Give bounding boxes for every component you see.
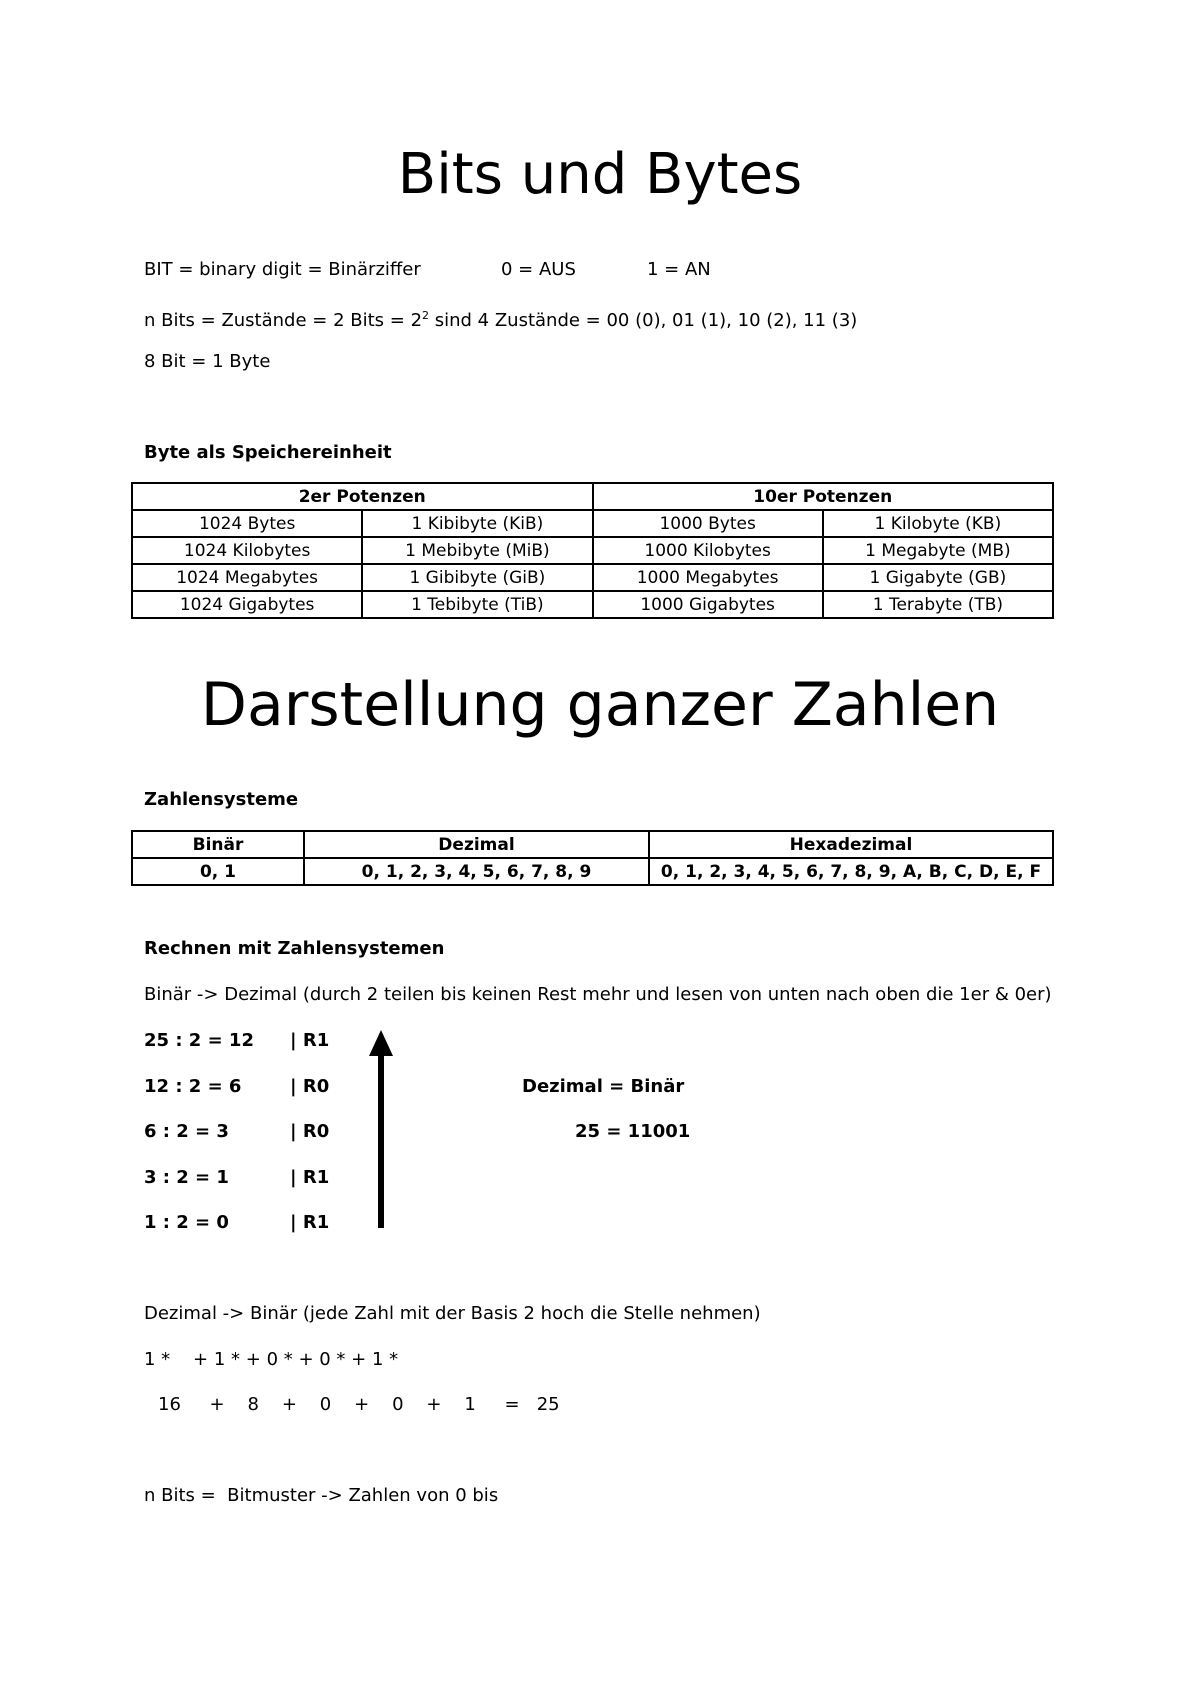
states-rest: sind 4 Zustände = 00 (0), 01 (1), 10 (2), 11 (3) — [429, 310, 858, 331]
table-cell: 0, 1 — [132, 858, 304, 885]
storage-table — [131, 482, 1054, 619]
division-step: 25 : 2 = 12 — [144, 1030, 254, 1051]
header-hexadezimal: Hexadezimal — [649, 831, 1053, 858]
page-title: Bits und Bytes — [397, 142, 803, 207]
table-cell: 1 Gibibyte (GiB) — [362, 564, 592, 591]
sum-line: 16 + 8 + 0 + 0 + 1 = 25 — [158, 1394, 560, 1415]
table-cell: 1 Mebibyte (MiB) — [362, 537, 592, 564]
systems-heading: Zahlensysteme — [144, 789, 299, 810]
bit-definition: BIT = binary digit = Binärziffer — [144, 259, 421, 280]
header-dezimal: Dezimal — [304, 831, 649, 858]
table-cell: 0, 1, 2, 3, 4, 5, 6, 7, 8, 9, A, B, C, D, E, F — [649, 858, 1053, 885]
table-row — [132, 537, 1053, 564]
bit-an: 1 = AN — [647, 259, 711, 280]
table-cell: 1 Tebibyte (TiB) — [362, 591, 592, 618]
storage-heading: Byte als Speichereinheit — [144, 442, 392, 463]
table-header-row — [132, 483, 1053, 510]
table-cell: 1000 Gigabytes — [593, 591, 823, 618]
table-row — [132, 510, 1053, 537]
table-cell: 1024 Bytes — [132, 510, 362, 537]
bin-to-dec-line: Binär -> Dezimal (durch 2 teilen bis keinen Rest mehr und lesen von unten nach oben die 1er & 0er) — [144, 984, 1052, 1005]
table-row — [132, 564, 1053, 591]
table-header-row — [132, 831, 1053, 858]
dec-to-bin-line: Dezimal -> Binär (jede Zahl mit der Basis 2 hoch die Stelle nehmen) — [144, 1303, 761, 1324]
table-cell: 1 Gigabyte (GB) — [823, 564, 1053, 591]
division-remainder: | R0 — [290, 1121, 330, 1142]
result-label: Dezimal = Binär — [522, 1076, 685, 1097]
bit-aus: 0 = AUS — [501, 259, 576, 280]
table-cell: 1 Terabyte (TB) — [823, 591, 1053, 618]
power-line: 1 * + 1 * + 0 * + 0 * + 1 * — [144, 1349, 399, 1370]
table-cell: 1000 Bytes — [593, 510, 823, 537]
division-step: 12 : 2 = 6 — [144, 1076, 242, 1097]
table-row — [132, 591, 1053, 618]
table-cell: 1024 Kilobytes — [132, 537, 362, 564]
table-cell: 1024 Megabytes — [132, 564, 362, 591]
table-cell: 0, 1, 2, 3, 4, 5, 6, 7, 8, 9 — [304, 858, 649, 885]
table-cell: 1 Megabyte (MB) — [823, 537, 1053, 564]
division-remainder: | R1 — [290, 1167, 330, 1188]
section-title: Darstellung ganzer Zahlen — [200, 670, 1000, 740]
table-row — [132, 858, 1053, 885]
calc-heading: Rechnen mit Zahlensystemen — [144, 938, 445, 959]
states-prefix: n Bits = Zustände = 2 Bits = 2 — [144, 310, 423, 331]
division-step: 6 : 2 = 3 — [144, 1121, 229, 1142]
header-10er: 10er Potenzen — [593, 483, 1054, 510]
header-binaer: Binär — [132, 831, 304, 858]
systems-table — [131, 830, 1054, 886]
division-step: 1 : 2 = 0 — [144, 1212, 229, 1233]
division-step: 3 : 2 = 1 — [144, 1167, 229, 1188]
states-sup: 2 — [422, 309, 430, 322]
division-remainder: | R1 — [290, 1030, 330, 1051]
division-remainder: | R1 — [290, 1212, 330, 1233]
table-cell: 1 Kibibyte (KiB) — [362, 510, 592, 537]
result-value: 25 = 11001 — [575, 1121, 691, 1142]
header-2er: 2er Potenzen — [132, 483, 593, 510]
arrow-up-icon — [369, 1030, 393, 1230]
states-line — [144, 305, 857, 332]
byte-line: 8 Bit = 1 Byte — [144, 351, 271, 372]
table-cell: 1024 Gigabytes — [132, 591, 362, 618]
division-remainder: | R0 — [290, 1076, 330, 1097]
table-cell: 1000 Kilobytes — [593, 537, 823, 564]
table-cell: 1 Kilobyte (KB) — [823, 510, 1053, 537]
table-cell: 1000 Megabytes — [593, 564, 823, 591]
bit-pattern-line: n Bits = Bitmuster -> Zahlen von 0 bis — [144, 1485, 499, 1506]
